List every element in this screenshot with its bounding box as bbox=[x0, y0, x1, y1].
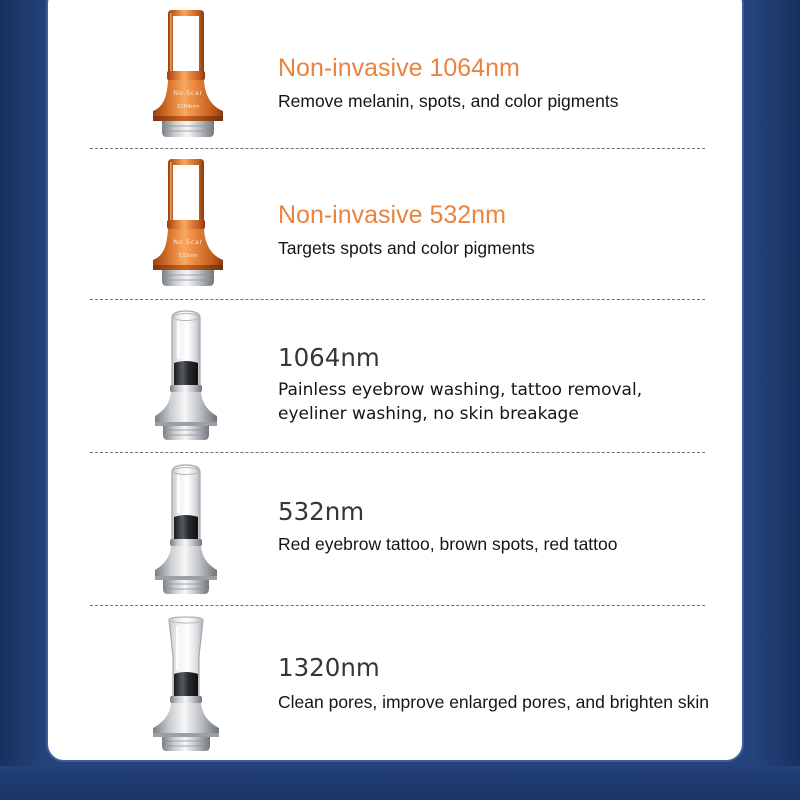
dashed-divider bbox=[90, 148, 705, 149]
item-description: Red eyebrow tattoo, brown spots, red tattoo bbox=[278, 534, 618, 554]
item-description: Clean pores, improve enlarged pores, and brighten skin bbox=[278, 692, 709, 712]
dashed-divider bbox=[90, 452, 705, 453]
silver-glass-probe-icon bbox=[141, 463, 231, 595]
dashed-divider bbox=[90, 605, 705, 606]
dashed-divider bbox=[90, 299, 705, 300]
item-description-line-2: eyeliner washing, no skin breakage bbox=[278, 404, 579, 424]
probe-engraving-brand: No Scar bbox=[173, 89, 203, 97]
silver-funnel-probe-icon bbox=[141, 616, 231, 752]
navy-frame-bottom bbox=[0, 766, 800, 800]
orange-frame-probe-icon bbox=[143, 8, 233, 138]
item-title: 1064nm bbox=[278, 343, 380, 372]
item-title: 532nm bbox=[278, 497, 365, 526]
silver-glass-probe-icon bbox=[141, 309, 231, 441]
probe-engraving-wavelength: 1064nm bbox=[176, 104, 200, 110]
item-description: Targets spots and color pigments bbox=[278, 238, 535, 258]
item-description: Remove melanin, spots, and color pigments bbox=[278, 91, 619, 111]
item-title: Non-invasive 1064nm bbox=[278, 54, 520, 82]
item-title: Non-invasive 532nm bbox=[278, 201, 506, 229]
probe-engraving-brand: No Scar bbox=[173, 238, 203, 246]
probe-engraving-wavelength: 532nm bbox=[178, 253, 198, 259]
item-title: 1320nm bbox=[278, 653, 380, 682]
item-description-line-1: Painless eyebrow washing, tattoo removal, bbox=[278, 380, 643, 400]
orange-frame-probe-icon bbox=[143, 157, 233, 287]
